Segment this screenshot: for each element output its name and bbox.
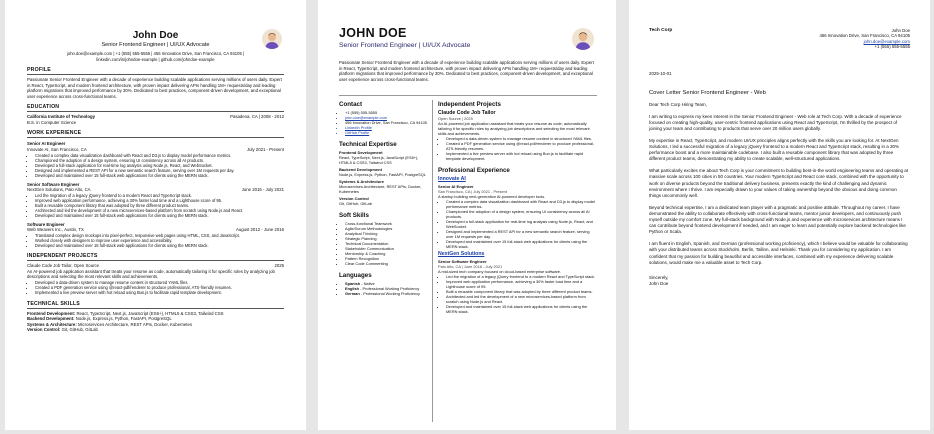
cover-letter-page [629, 0, 930, 430]
skill-label: Frontend Development: [27, 310, 76, 316]
section-heading: Independent Projects [438, 101, 501, 108]
contact-address: • 456 Innovation Drive, San Francisco, CA 94105 [345, 120, 427, 125]
soft-skill: • Agile/Scrum Methodologies [345, 226, 427, 231]
letter-subject: Cover Letter Senior Frontend Engineer - Web [649, 89, 766, 96]
section-heading: INDEPENDENT PROJECTS [27, 253, 284, 261]
language-name: German [345, 291, 360, 296]
tech-value: React, TypeScript, Next.js, JavaScript (ES6+), HTML5 & CSS3, Tailwind CSS [339, 155, 419, 165]
job-entry [27, 141, 284, 178]
job-bullet: • Created a complex data visualization dashboard with React and D3.js to display model performance metrics. [446, 199, 598, 209]
avatar [262, 29, 282, 49]
job-title: Senior AI Engineer [27, 141, 66, 147]
job-entry [27, 182, 284, 219]
section-heading: Technical Expertise [339, 141, 397, 148]
projects-section [27, 253, 284, 295]
project-bullet: • Created a PDF generation service using @react-pdf/renderer to produce professional, ATS-friendly resumes. [35, 285, 284, 290]
language-level: - Native [361, 281, 375, 286]
project-bullet: • Developed a data-driven system to manage resume content in structured YAML files. [446, 136, 598, 141]
soft-skill: • Cross-functional Teamwork [345, 221, 427, 226]
section-heading: TECHNICAL SKILLS [27, 301, 284, 309]
avatar [572, 28, 594, 50]
skill-label: Systems & Architecture: [27, 321, 77, 327]
contact-line-2: linkedin.com/in/johndoe-example | github.com/johndoe-example [96, 56, 215, 62]
job-meta: San Francisco, CA | July 2021 - Present [438, 189, 507, 194]
job-company: NextGen Solutions, Palo Alto, CA [27, 187, 91, 193]
project-bullet: • Created a PDF generation service using @react-pdf/renderer to produce professional, ATS-friendly resumes. [446, 141, 598, 151]
project-name: Claude Code Job Tailor, Open Source [27, 263, 100, 269]
job-bullet: • Championed the adoption of a design system, ensuring UI consistency across all AI products. [35, 158, 284, 163]
letter-paragraph: My expertise in React, TypeScript, and modern UI/UX principles aligns perfectly with the skills you are looking for. At NextGen Solutions, I led a successful migration of a legacy jQuery frontend to a modern React and TypeScript stack, resulting in a 30% performance boost and a more maintainable codebase. I also built a reusable component library that was adopted by three different product teams, demonstrating my ability to create scalable, well-structured applications. [649, 138, 900, 162]
job-date: July 2021 - Present [246, 147, 284, 153]
school-name: California Institute of Technology [27, 114, 95, 120]
job-bullet: • Developed and maintained over 15 full-stack web applications for clients using the MERN stack. [446, 304, 598, 314]
job-bullet: • Developed and maintained over 15 full-stack web applications for clients using the MERN stack. [35, 213, 284, 218]
job-entry [27, 222, 284, 249]
skill-value: Git, GitHub, GitLab [61, 327, 98, 333]
tech-value: Git, GitHub, GitLab [339, 201, 372, 206]
job-bullet: • Worked closely with designers to improve user experience and accessibility. [35, 238, 284, 243]
project-meta: Open Source | 2025 [438, 116, 473, 121]
section-heading: Languages [339, 272, 372, 279]
left-column [339, 101, 427, 296]
linkedin-link[interactable]: • LinkedIn Profile [345, 125, 427, 130]
job-date: June 2016 - July 2021 [241, 187, 284, 193]
job-title: Software Engineer [27, 221, 65, 227]
letter-paragraph: I am writing to express my keen interest in the Senior Frontend Engineer - Web role at Tech Corp. With a decade of experience focused on creating high-quality, user-centric frontend applications using React and TypeScript, I'm thrilled by the prospect of joining your team and contributing to products that serve over 20 million users globally. [649, 113, 902, 131]
column-divider [432, 100, 433, 422]
section-heading: PROFILE [27, 67, 284, 75]
project-bullet: • Implemented a live preview server with hot reload using Bun.js to facilitate rapid template development. [446, 151, 598, 161]
company-description: A startup building next-generation AI-powered developer tools. [438, 194, 546, 199]
skills-section [27, 301, 284, 333]
section-heading: Contact [339, 101, 363, 108]
project-bullet: • Implemented a live preview server with hot reload using Bun.js to facilitate rapid template development. [35, 290, 284, 295]
job-title: Senior Software Engineer [27, 181, 80, 187]
github-link[interactable]: • GitHub Profile [345, 130, 427, 135]
company-name: NextGen Solutions [438, 251, 485, 257]
education-section [27, 104, 284, 125]
sender-address: 456 Innovation Drive, San Francisco, CA 94105 [819, 33, 910, 39]
job-bullet: • Designed and implemented a REST API for a new semantic search feature, serving over 1M requests per day. [446, 229, 598, 239]
soft-skill: • Strategic Planning [345, 236, 427, 241]
right-column [438, 101, 598, 314]
language-name: Spanish [345, 281, 361, 286]
skill-value: Node.js, Express.js, Python, FastAPI, PostgreSQL [75, 316, 172, 322]
project-description: An AI-powered job application assistant that treats your resume as code, automatically tailoring it for specific roles by analyzing job descriptions and selecting the most relevant skills and achievements. [438, 121, 590, 136]
project-year: 2025 [274, 263, 284, 269]
divider [339, 95, 597, 96]
job-bullet: • Championed the adoption of a design system, ensuring UI consistency across all AI products. [446, 209, 598, 219]
job-company: Innovate AI, San Francisco, CA [27, 147, 87, 153]
project-name: Claude Code Job Tailor [438, 110, 496, 116]
profile-section [27, 67, 284, 99]
profile-text: Passionate Senior Frontend Engineer with a decade of experience building scalable applications serving millions of users daily. Expert in React, TypeScript, and modern frontend architecture, with proven impact delivering APIs handling 1M+ requests/day and leading platform migrations that improved performance by 30%. Dedicated to best practices, component-driven development, and exceptional user experience across cross-functional teams. [27, 77, 282, 99]
soft-skill: • Clear Code Commenting [345, 261, 427, 266]
language-level: - Professional Working Proficiency [360, 286, 420, 291]
job-bullet: • Developed and maintained over 15 full-stack web applications for clients using the MERN stack. [446, 239, 598, 249]
job-bullet: • Developed and maintained over 15 full-stack web applications for clients using the MERN stack. [35, 173, 284, 178]
contact-email-link[interactable]: • john.doe@example.com [345, 115, 427, 120]
job-subtitle: Senior Frontend Engineer | UI/UX Advocate [101, 42, 210, 48]
job-meta: Palo Alto, CA | June 2016 - July 2021 [438, 264, 503, 269]
letter-greeting: Dear Tech Corp Hiring Team, [649, 101, 707, 107]
language-level: - Professional Working Proficiency [360, 291, 420, 296]
tech-label: Version Control [339, 196, 369, 201]
language-name: English [345, 286, 360, 291]
name-heading: John Doe [132, 30, 179, 41]
company-name: Innovate AI [438, 176, 466, 182]
section-heading: EDUCATION [27, 104, 284, 112]
resume-modern-page [318, 0, 616, 430]
job-company: Web Weavers Inc., Austin, TX [27, 227, 84, 233]
section-heading: WORK EXPERIENCE [27, 130, 284, 138]
tech-label: Systems & Architecture [339, 179, 384, 184]
letter-signoff [649, 275, 910, 288]
recipient-company: Tech Corp [649, 28, 673, 33]
job-bullet: • Built a reusable component library that was adopted by three different product teams. [35, 203, 284, 208]
skill-value: Microservices Architecture, REST APIs, Docker, Kubernetes [77, 321, 193, 327]
project-bullet: • Developed a data-driven system to manage resume content in structured YAML files. [35, 280, 284, 285]
sender-name: John Doe [891, 28, 910, 33]
soft-skill: • Mentorship & Coaching [345, 251, 427, 256]
sender-email-link[interactable]: john.doe@example.com [863, 38, 910, 44]
job-bullet: • Architected and led the development of a new microservices-based platform from scratch using Node.js and React. [446, 294, 598, 304]
job-subtitle: Senior Frontend Engineer | UI/UX Advocate [339, 42, 471, 49]
contact-phone: • +1 (555) 555-5555 [345, 110, 427, 115]
letter-paragraph: I am fluent in English, Spanish, and German (professional working proficiency), which I believe would be valuable for collaborating with your distributed teams across Stockholm, Berlin, Tallinn, and Helsinki. Thank you for considering my application. I am confident that my passion for building beautiful and accessible interfaces, combined with my experience delivering scalable solutions, would make me a valuable asset to Tech Corp. [649, 241, 908, 265]
job-title: Senior AI Engineer [438, 184, 474, 189]
letter-paragraph: Beyond technical expertise, I am a dedicated team player with a pragmatic and positive attitude. Throughout my career, I have demonstrated the ability to collaborate effectively with cross-functional teams, mentor junior developers, and continuously push myself outside my comfort zone. My full-stack background with Node.js and experience with microservices architecture means I can contribute beyond frontend development if needed, and I am eager to learn and potentially explore backend technologies like Python or Scala. [649, 204, 906, 235]
tech-label: Frontend Development [339, 150, 383, 155]
job-bullet: • Developed a full-stack application for real-time log analysis using Node.js, React, and WebSocket. [446, 219, 598, 229]
skill-label: Version Control: [27, 327, 61, 333]
tech-value: Microservices Architecture, REST APIs, Docker, Kubernetes [339, 184, 422, 194]
skill-value: React, TypeScript, Next.js, JavaScript (ES6+), HTML5 & CSS3, Tailwind CSS [76, 310, 224, 316]
skill-label: Backend Development: [27, 316, 75, 322]
tech-value: Node.js, Express.js, Python, FastAPI, PostgreSQL [339, 172, 426, 177]
job-bullet: • Led the migration of a legacy jQuery frontend to a modern React and TypeScript stack. [35, 193, 284, 198]
job-title: Senior Software Engineer [438, 259, 487, 264]
job-bullet: • Translated complex design mockups into pixel-perfect, responsive web pages using HTML, CSS, and JavaScript. [35, 233, 284, 238]
contact-line [27, 51, 284, 62]
section-heading: Soft Skills [339, 212, 369, 219]
job-bullet: • Improved web application performance, achieving a 30% faster load time and a Lighthouse score of 95. [446, 279, 598, 289]
job-bullet: • Developed a full-stack application for real-time log analysis using Node.js, React, and WebSocket. [35, 163, 284, 168]
job-bullet: • Improved web application performance, achieving a 30% faster load time and a Lighthouse score of 95. [35, 198, 284, 203]
letter-date: 2025-10-01 [649, 70, 672, 76]
letter-signature: John Doe [649, 280, 669, 286]
soft-skill: • Stakeholder Communication [345, 246, 427, 251]
company-description: A mid-sized tech company focused on cloud-based enterprise software. [438, 269, 562, 274]
school-date: Pasadena, CA | 2008 - 2012 [230, 114, 284, 120]
job-bullet: • Developed and maintained over 15 full-stack web applications for clients using the MERN stack. [35, 243, 284, 248]
sender-phone: +1 (555) 555-5555 [874, 44, 910, 50]
job-bullet: • Architected and led the development of a new microservices-based platform from scratch using Node.js and React. [35, 208, 284, 213]
project-description: An AI-powered job application assistant that treats your resume as code, automatically tailoring it for specific roles by analyzing job descriptions and selecting the most relevant skills and achievements. [27, 268, 275, 280]
section-heading: Professional Experience [438, 167, 510, 174]
letter-paragraph: What particularly excites me about Tech Corp is your commitment to building best-in-the world engineering teams and operating at massive scale across 100 cities in 50 countries. Your modern TypeScript and React core stack, combined with the opportunity to work on diverse products beyond the traditional delivery business, presents exactly the kind of challenging and dynamic environment where I thrive. I am especially drawn to your values of taking ownership beyond the obvious and doing common things uncommonly well. [649, 168, 909, 198]
job-bullet: • Created a complex data visualization dashboard with React and D3.js to display model performance metrics. [35, 153, 284, 158]
soft-skill: • Technical Documentation [345, 241, 427, 246]
contact-line-1: john.doe@example.com | +1 (555) 555-5555 | 456 Innovation Drive, San Francisco, CA 94105 | [66, 51, 245, 56]
degree: B.S. in Computer Science [27, 119, 77, 125]
resume-classic-page [5, 0, 306, 430]
summary-text: Passionate Senior Frontend Engineer with a decade of experience building scalable applications serving millions of users daily. Expert in React, TypeScript, and modern frontend architecture, with proven impact delivering APIs handling 1M+ requests/day and leading platform migrations that improved performance by 30%. Dedicated to best practices, component-driven development, and exceptional user experience across cross-functional teams. [339, 60, 594, 82]
job-date: August 2012 - June 2016 [235, 227, 284, 233]
soft-skill: • Pattern Recognition [345, 256, 427, 261]
language-item [345, 291, 427, 296]
skill-row [27, 327, 284, 333]
sender-block [819, 28, 910, 50]
letter-closing: Sincerely, [649, 274, 669, 280]
tech-label: Backend Development [339, 167, 382, 172]
job-bullet: • Designed and implemented a REST API for a new semantic search feature, serving over 1M requests per day. [35, 168, 284, 173]
job-bullet: • Led the migration of a legacy jQuery frontend to a modern React and TypeScript stack. [446, 274, 598, 279]
name-heading: JOHN DOE [339, 26, 407, 40]
job-bullet: • Built a reusable component library that was adopted by three different product teams. [446, 289, 598, 294]
work-section [27, 130, 284, 248]
soft-skill: • Analytical Thinking [345, 231, 427, 236]
